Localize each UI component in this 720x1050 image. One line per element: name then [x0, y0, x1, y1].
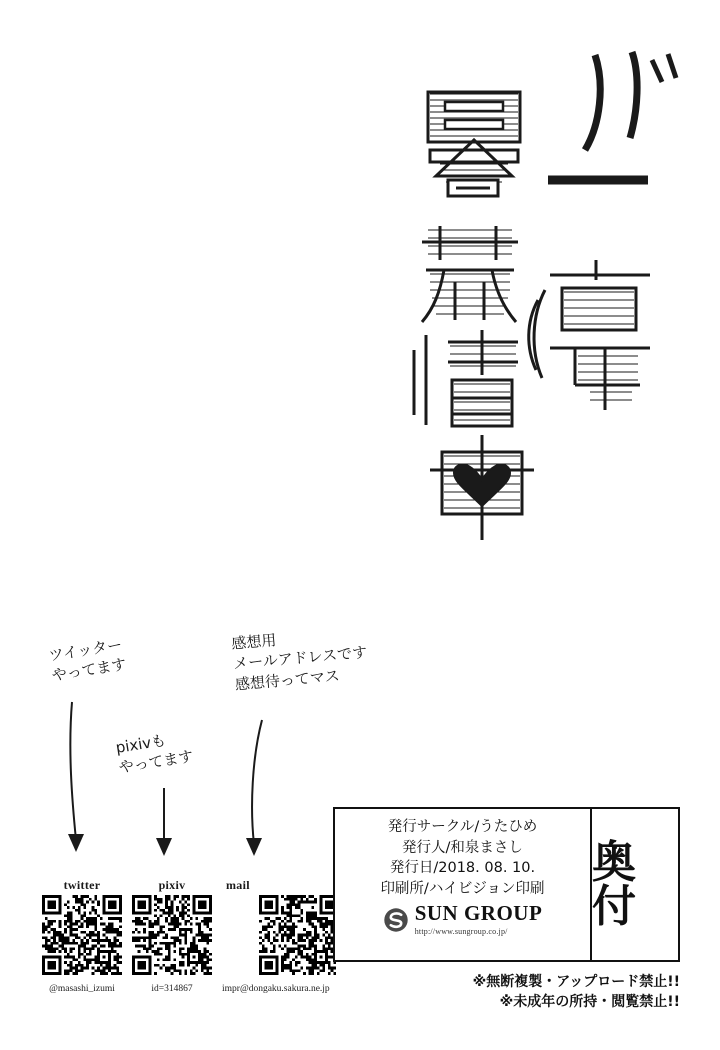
colophon-box	[333, 807, 680, 962]
kanji-tadaima-2	[430, 140, 518, 196]
kanji-chuu	[430, 435, 534, 540]
kanji-hatsujou-2	[414, 330, 518, 426]
qr-label-twitter: twitter	[63, 878, 101, 892]
colophon-circle: 発行サークル/うたひめ	[387, 819, 538, 835]
sun-group-url: http://www.sungroup.co.jp/	[414, 927, 508, 937]
warnings-block	[333, 972, 680, 1013]
qr-code-twitter-icon	[42, 895, 122, 975]
warning-no-reproduction: ※無断複製・アップロード禁止!!	[472, 974, 680, 990]
arrow-to-mail-icon	[238, 718, 278, 864]
kanji-hatsujou-1	[422, 226, 518, 322]
note-twitter: ツイッター やってます	[47, 635, 128, 685]
colophon-author: 発行人/和泉まさし	[402, 839, 523, 856]
qr-code-mail-icon	[259, 895, 339, 975]
kanji-yodomi	[529, 260, 650, 410]
sun-group-name: SUN GROUP	[414, 901, 543, 926]
arrow-to-twitter-icon	[62, 700, 102, 860]
sun-group-block	[339, 903, 586, 937]
kanji-tadaima-1	[428, 92, 520, 142]
sun-group-logo-icon	[383, 907, 409, 933]
qr-label-pixiv: pixiv	[158, 878, 186, 892]
note-pixiv: pixivも やってます	[114, 731, 195, 777]
qr-block-pixiv	[126, 878, 218, 994]
qr-label-mail: mail	[226, 878, 250, 892]
arrow-to-pixiv-icon	[150, 786, 180, 864]
note-mail: 感想用 メールアドレスです 感想待ってマス	[230, 631, 368, 694]
okuzuke-stamp: 奥付	[590, 809, 678, 960]
qr-caption-twitter: @masashi_izumi	[49, 984, 115, 994]
qr-code-pixiv-icon	[132, 895, 212, 975]
qr-block-twitter	[36, 878, 128, 994]
warning-no-minors: ※未成年の所持・閲覧禁止!!	[499, 994, 680, 1011]
qr-caption-mail: impr@dongaku.sakura.ne.jp	[222, 984, 330, 994]
colophon-date: 発行日/2018. 08. 10.	[389, 860, 536, 877]
colophon-details	[335, 809, 590, 960]
title-artwork	[400, 30, 690, 550]
sun-group-texts	[415, 903, 543, 937]
colophon-printer: 印刷所/ハイビジョン印刷	[380, 880, 545, 897]
title-art-svg	[400, 30, 690, 550]
qr-caption-pixiv: id=314867	[151, 984, 193, 994]
